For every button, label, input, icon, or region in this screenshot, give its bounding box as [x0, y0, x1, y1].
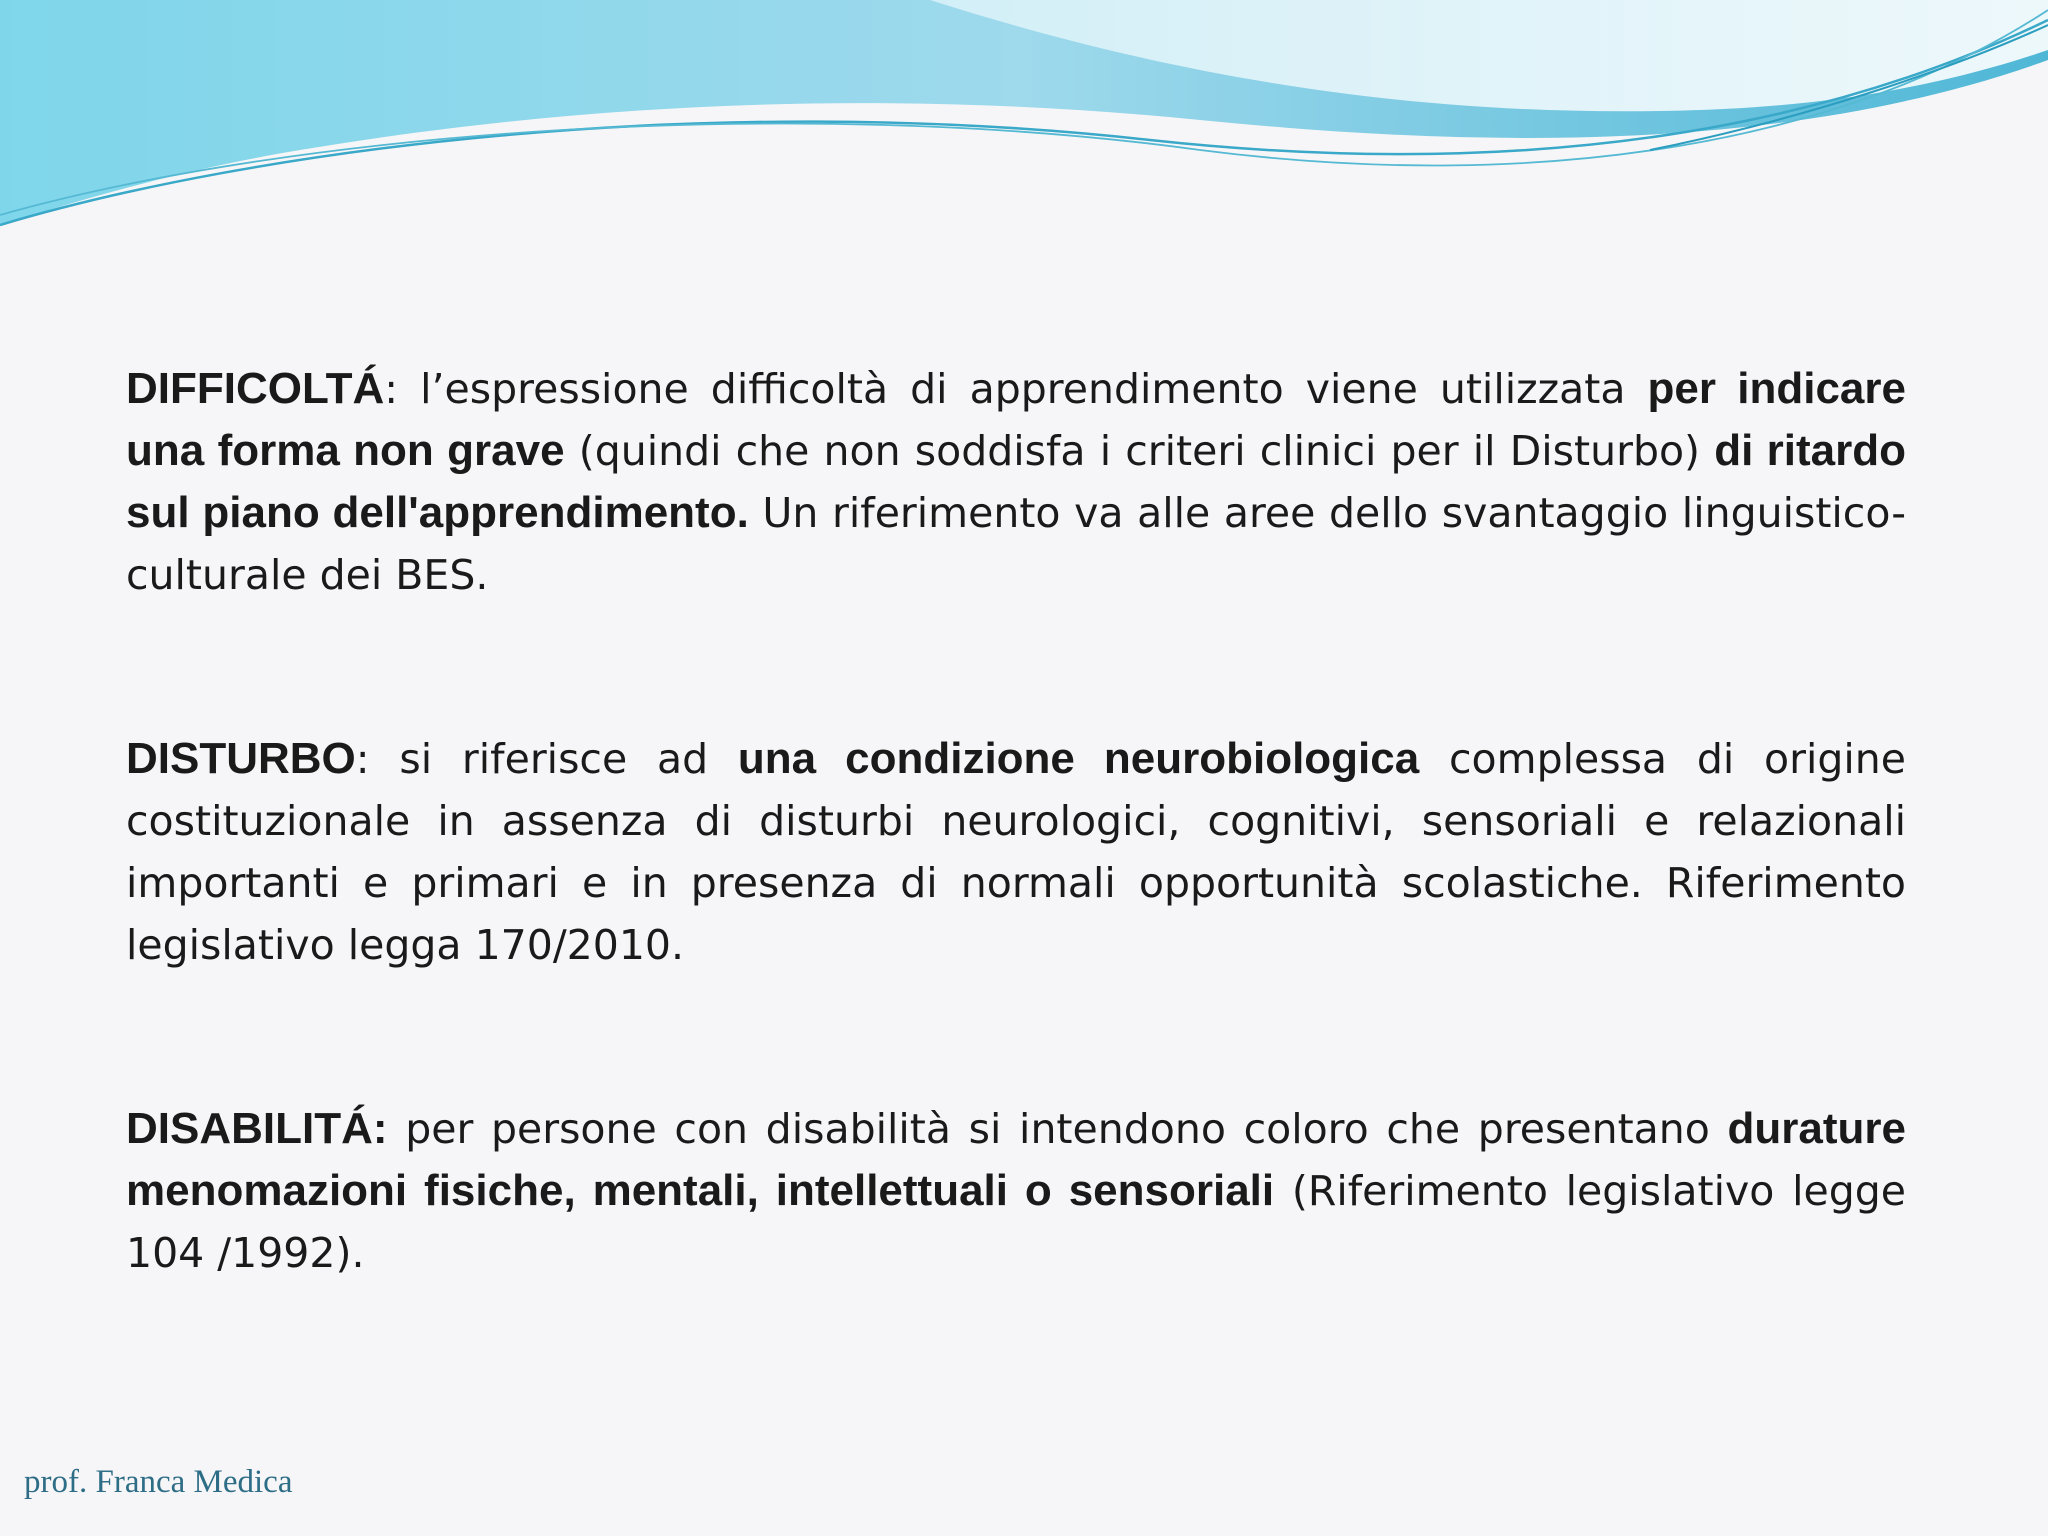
paragraph-disabilita	[126, 1098, 1906, 1284]
text-segment: : l’espressione difficoltà di apprendimento viene utilizzata	[384, 365, 1648, 413]
bold-text-segment: DISABILITÁ:	[126, 1104, 388, 1153]
bold-text-segment: DISTURBO	[126, 734, 356, 783]
bold-text-segment: per indicare una forma non grave	[126, 364, 1906, 475]
footer-author: prof. Franca Medica	[24, 1464, 293, 1500]
paragraph-difficolta	[126, 358, 1906, 606]
text-segment: complessa di origine costituzionale in assenza di disturbi neurologici, cognitivi, sensoriali e relazionali importanti e primari e in presenza di normali opportunità scolastiche. Riferimento legislativo legga 170/2010.	[126, 735, 1906, 969]
paragraph-disturbo	[126, 728, 1906, 976]
text-segment: (quindi che non soddisfa i criteri clinici per il Disturbo)	[564, 427, 1715, 475]
text-segment: (Riferimento legislativo legge 104 /1992).	[126, 1167, 1906, 1277]
bold-text-segment: una condizione neurobiologica	[737, 734, 1420, 783]
bold-text-segment: durature menomazioni fisiche, mentali, intellettuali o sensoriali	[126, 1104, 1906, 1215]
slide-body	[126, 358, 1906, 1284]
text-segment: per persone con disabilità si intendono coloro che presentano	[387, 1105, 1728, 1153]
text-segment: : si riferisce ad	[355, 735, 738, 783]
header-wave-decoration	[0, 0, 2048, 240]
bold-text-segment: DIFFICOLTÁ	[126, 364, 385, 413]
bold-text-segment: di ritardo sul piano dell'apprendimento.	[126, 426, 1906, 537]
text-segment: Un riferimento va alle aree dello svantaggio linguistico-culturale dei BES.	[126, 489, 1906, 599]
